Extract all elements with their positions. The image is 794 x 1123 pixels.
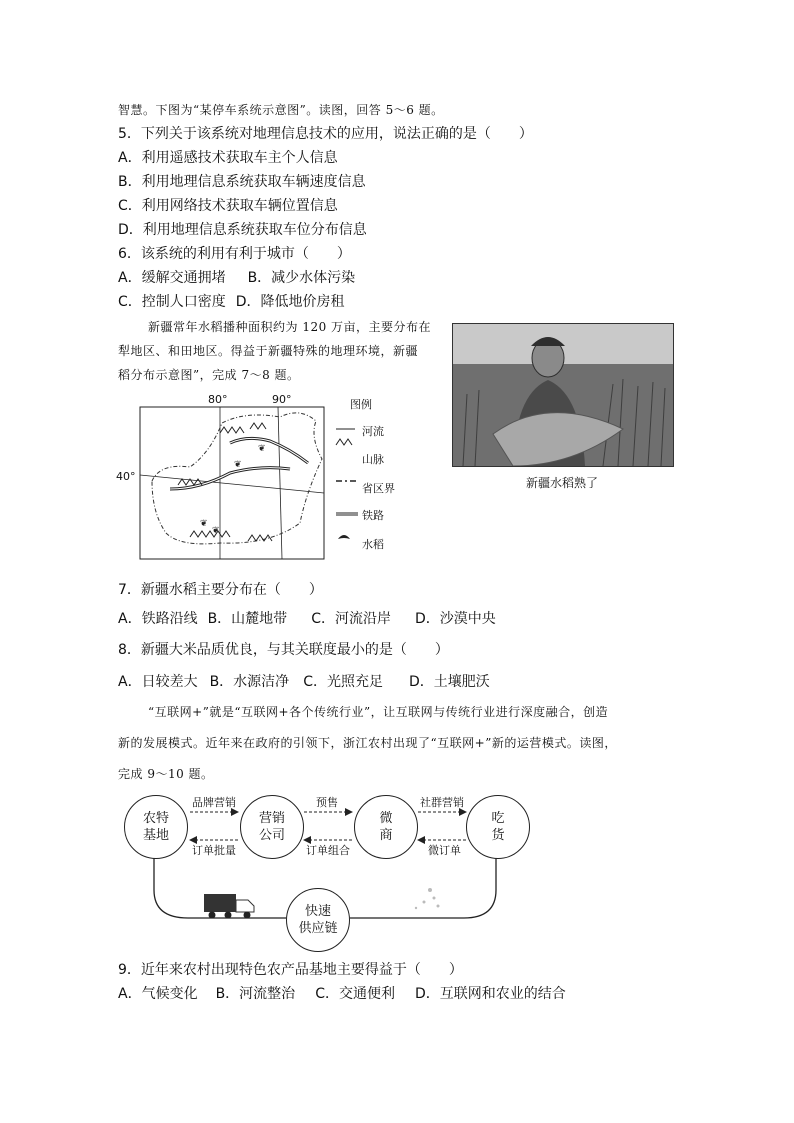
node-wechat-merchant-line-1: 微	[379, 811, 393, 826]
node-marketing-company-line-1: 营销	[258, 811, 285, 826]
question-9-option-d[interactable]: D．互联网和农业的结合	[414, 986, 566, 1002]
node-fast-supply-chain	[286, 888, 350, 952]
svg-text:❦: ❦	[212, 526, 220, 536]
question-9-stem: 9．近年来农村出现特色农产品基地主要得益于（ ）	[118, 962, 463, 978]
question-9-option-b[interactable]: B．河流整治	[215, 986, 296, 1002]
node-marketing-company-line-2: 公司	[258, 828, 285, 843]
legend-mountain: 山脉	[362, 453, 384, 466]
question-7-option-b[interactable]: B．山麓地带	[207, 611, 288, 627]
question-5-option-d[interactable]: D．利用地理信息系统获取车位分布信息	[118, 222, 367, 238]
question-8-options	[118, 672, 490, 692]
svg-text:❦: ❦	[234, 460, 242, 470]
svg-text:❦: ❦	[200, 519, 208, 529]
question-8-stem: 8．新疆大米品质优良，与其关联度最小的是（ ）	[118, 642, 449, 658]
question-7-stem: 7．新疆水稻主要分布在（ ）	[118, 582, 323, 598]
node-farm-base-line-2: 基地	[142, 828, 169, 843]
intro-internet-line-1: “互联网+”就是“互联网+各个传统行业”，让互联网与传统行业进行深度融合，创造	[148, 705, 609, 719]
question-8-option-c[interactable]: C．光照充足	[303, 674, 383, 690]
node-marketing-company	[240, 795, 304, 859]
intro-xinjiang-line-2: 犁地区、和田地区。得益于新疆特殊的地理环境，新疆	[118, 344, 419, 358]
question-7-option-a[interactable]: A．铁路沿线	[118, 611, 198, 627]
label-micro-orders: 微订单	[428, 844, 461, 857]
question-9-options	[118, 984, 566, 1004]
question-9-option-a[interactable]: A．气候变化	[118, 986, 198, 1002]
node-fast-supply-chain-line-1: 快速	[304, 904, 331, 919]
question-6-row-1	[118, 268, 355, 288]
question-8-option-d[interactable]: D．土壤肥沃	[408, 674, 490, 690]
question-8-option-a[interactable]: A．日较差大	[118, 674, 198, 690]
question-5-option-b[interactable]: B．利用地理信息系统获取车辆速度信息	[118, 174, 366, 190]
question-6-option-c[interactable]: C．控制人口密度	[118, 294, 226, 310]
map-lat-40: 40°	[116, 470, 136, 483]
svg-text:❦: ❦	[258, 444, 266, 454]
label-bulk-orders: 订单批量	[192, 844, 236, 857]
node-farm-base-line-1: 农特	[142, 811, 169, 826]
question-5-stem: 5．下列关于该系统对地理信息技术的应用，说法正确的是（ ）	[118, 126, 533, 142]
question-6-stem: 6．该系统的利用有利于城市（ ）	[118, 246, 351, 262]
label-order-combination: 订单组合	[306, 844, 350, 857]
truck-icon	[204, 894, 254, 919]
intro-internet-line-2: 新的发展模式。近年来在政府的引领下，浙江农村出现了“互联网+”新的运营模式。读图，	[118, 736, 617, 750]
node-foodie	[466, 795, 530, 859]
delivery-person-icon	[415, 888, 440, 909]
label-brand-marketing: 品牌营销	[192, 796, 236, 809]
question-6-option-a[interactable]: A．缓解交通拥堵	[118, 270, 226, 286]
node-foodie-line-2: 货	[491, 828, 505, 843]
legend-boundary: 省区界	[362, 482, 395, 495]
intro-parking: 智慧。下图为“某停车系统示意图”。读图，回答 5～6 题。	[118, 103, 444, 117]
question-6-row-2	[118, 292, 345, 312]
node-farm-base	[124, 795, 188, 859]
label-community-marketing: 社群营销	[420, 796, 464, 809]
intro-xinjiang-line-3: 稻分布示意图”，完成 7～8 题。	[118, 368, 300, 382]
map-lon-90: 90°	[272, 393, 292, 406]
farmer-with-rice-image	[453, 324, 673, 466]
intro-internet-line-3: 完成 9～10 题。	[118, 767, 214, 781]
intro-xinjiang-line-1: 新疆常年水稻播种面积约为 120 万亩，主要分布在	[148, 320, 432, 334]
label-presale: 预售	[316, 796, 338, 809]
question-6-option-d[interactable]: D．降低地价房租	[235, 294, 345, 310]
map-drawing	[130, 393, 430, 563]
question-9-option-c[interactable]: C．交通便利	[315, 986, 395, 1002]
node-foodie-line-1: 吃	[491, 811, 505, 826]
node-fast-supply-chain-line-2: 供应链	[298, 921, 338, 936]
question-5-option-a[interactable]: A．利用遥感技术获取车主个人信息	[118, 150, 338, 166]
question-8-option-b[interactable]: B．水源洁净	[209, 674, 290, 690]
xinjiang-rice-map	[116, 393, 430, 563]
internet-plus-flow-diagram	[118, 790, 538, 940]
question-7-option-c[interactable]: C．河流沿岸	[311, 611, 391, 627]
map-legend-title: 图例	[350, 398, 372, 411]
legend-rice: 水稻	[362, 538, 384, 551]
rice-harvest-photo	[452, 323, 674, 467]
node-wechat-merchant-line-2: 商	[379, 828, 393, 843]
photo-caption: 新疆水稻熟了	[525, 476, 598, 490]
legend-river: 河流	[362, 425, 384, 438]
node-wechat-merchant	[354, 795, 418, 859]
question-7-option-d[interactable]: D．沙漠中央	[414, 611, 496, 627]
question-6-option-b[interactable]: B．减少水体污染	[247, 270, 356, 286]
map-lon-80: 80°	[208, 393, 228, 406]
question-7-options	[118, 609, 496, 629]
legend-railway: 铁路	[362, 509, 384, 522]
question-5-option-c[interactable]: C．利用网络技术获取车辆位置信息	[118, 198, 338, 214]
